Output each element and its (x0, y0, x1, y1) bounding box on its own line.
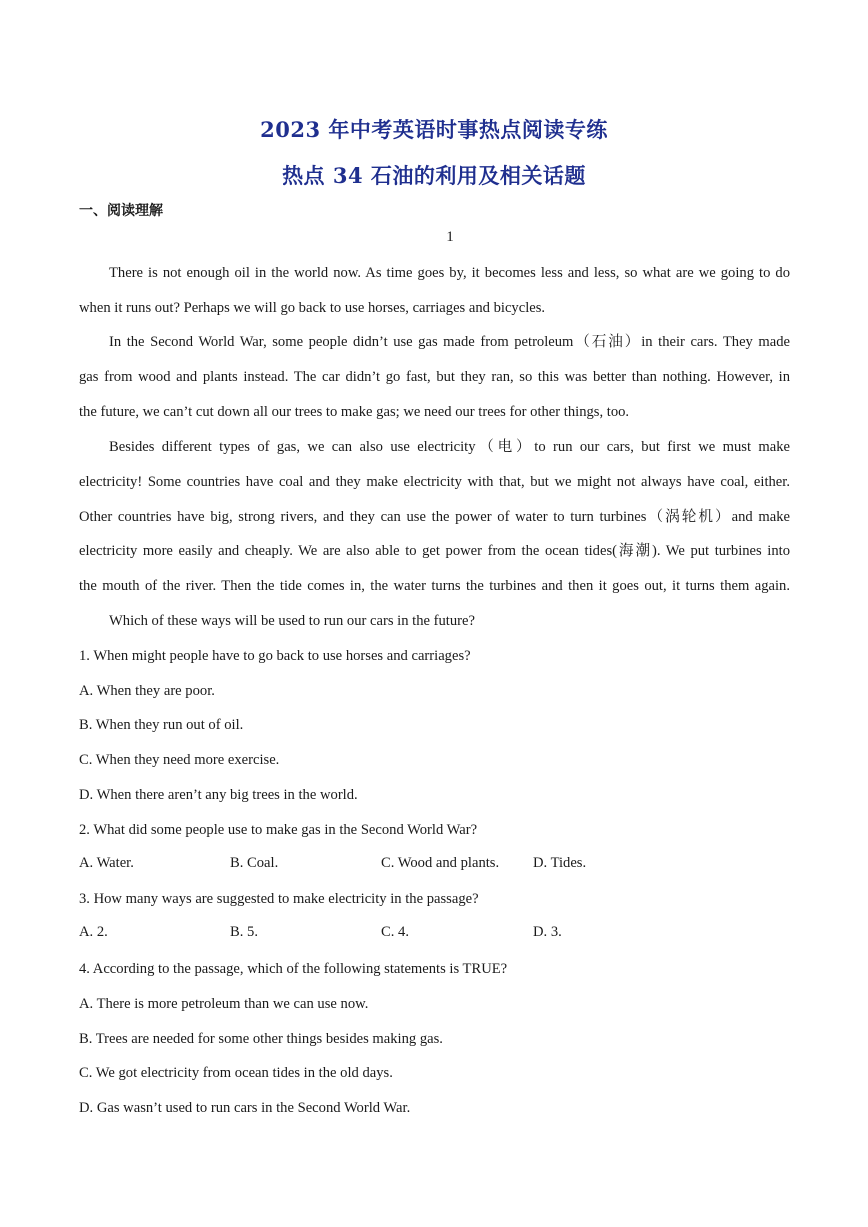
answer-option[interactable]: B. When they run out of oil. (79, 717, 244, 733)
passage-line: Besides different types of gas, we can also use electricity（电）to run our cars, but first we must make (109, 439, 790, 455)
answer-option[interactable]: C. We got electricity from ocean tides in the old days. (79, 1065, 393, 1081)
page-subtitle: 热点 34 石油的利用及相关话题 (282, 163, 586, 188)
answer-option[interactable]: D. Gas wasn’t used to run cars in the Second World War. (79, 1100, 411, 1116)
passage-line: There is not enough oil in the world now. As time goes by, it becomes less and less, so what are we going to do (109, 265, 790, 281)
answer-option[interactable]: A. 2. (79, 924, 108, 940)
passage-line: the mouth of the river. Then the tide comes in, the water turns the turbines and then it goes out, it turns them again. (79, 578, 790, 594)
question-stem: 4. According to the passage, which of the following statements is TRUE? (79, 961, 508, 977)
answer-option[interactable]: A. When they are poor. (79, 683, 215, 699)
passage-line: Other countries have big, strong rivers, and they can use the power of water to turn turbines（涡轮机）and make (79, 509, 790, 525)
passage-line: electricity! Some countries have coal and they make electricity with that, but we might not always have coal, either. (79, 474, 790, 490)
passage-number: 1 (446, 229, 454, 245)
passage-line: electricity more easily and cheaply. We are also able to get power from the ocean tides(海潮). We put turbines into (79, 543, 790, 559)
passage-line: the future, we can’t cut down all our trees to make gas; we need our trees for other things, too. (79, 404, 630, 420)
answer-option[interactable]: D. When there aren’t any big trees in the world. (79, 787, 358, 803)
question-stem: 2. What did some people use to make gas in the Second World War? (79, 822, 478, 838)
answer-option[interactable]: B. 5. (230, 924, 258, 940)
answer-option[interactable]: C. Wood and plants. (381, 855, 500, 871)
page-title: 2023 年中考英语时事热点阅读专练 (260, 117, 608, 142)
answer-option[interactable]: A. There is more petroleum than we can use now. (79, 996, 369, 1012)
answer-option[interactable]: B. Coal. (230, 855, 279, 871)
passage-line: when it runs out? Perhaps we will go back to use horses, carriages and bicycles. (79, 300, 546, 316)
answer-option[interactable]: D. 3. (533, 924, 562, 940)
passage-line: gas from wood and plants instead. The car didn’t go fast, but they ran, so this was better than nothing. However, in (79, 369, 790, 385)
answer-option[interactable]: D. Tides. (533, 855, 587, 871)
answer-option[interactable]: B. Trees are needed for some other things besides making gas. (79, 1031, 443, 1047)
section-heading: 一、阅读理解 (79, 203, 163, 219)
answer-option[interactable]: A. Water. (79, 855, 134, 871)
answer-option[interactable]: C. When they need more exercise. (79, 752, 280, 768)
question-stem: 3. How many ways are suggested to make electricity in the passage? (79, 891, 479, 907)
answer-option[interactable]: C. 4. (381, 924, 409, 940)
question-stem: 1. When might people have to go back to use horses and carriages? (79, 648, 471, 664)
passage-line: In the Second World War, some people didn’t use gas made from petroleum（石油）in their cars. They made (109, 334, 790, 350)
passage-line: Which of these ways will be used to run our cars in the future? (109, 613, 475, 629)
